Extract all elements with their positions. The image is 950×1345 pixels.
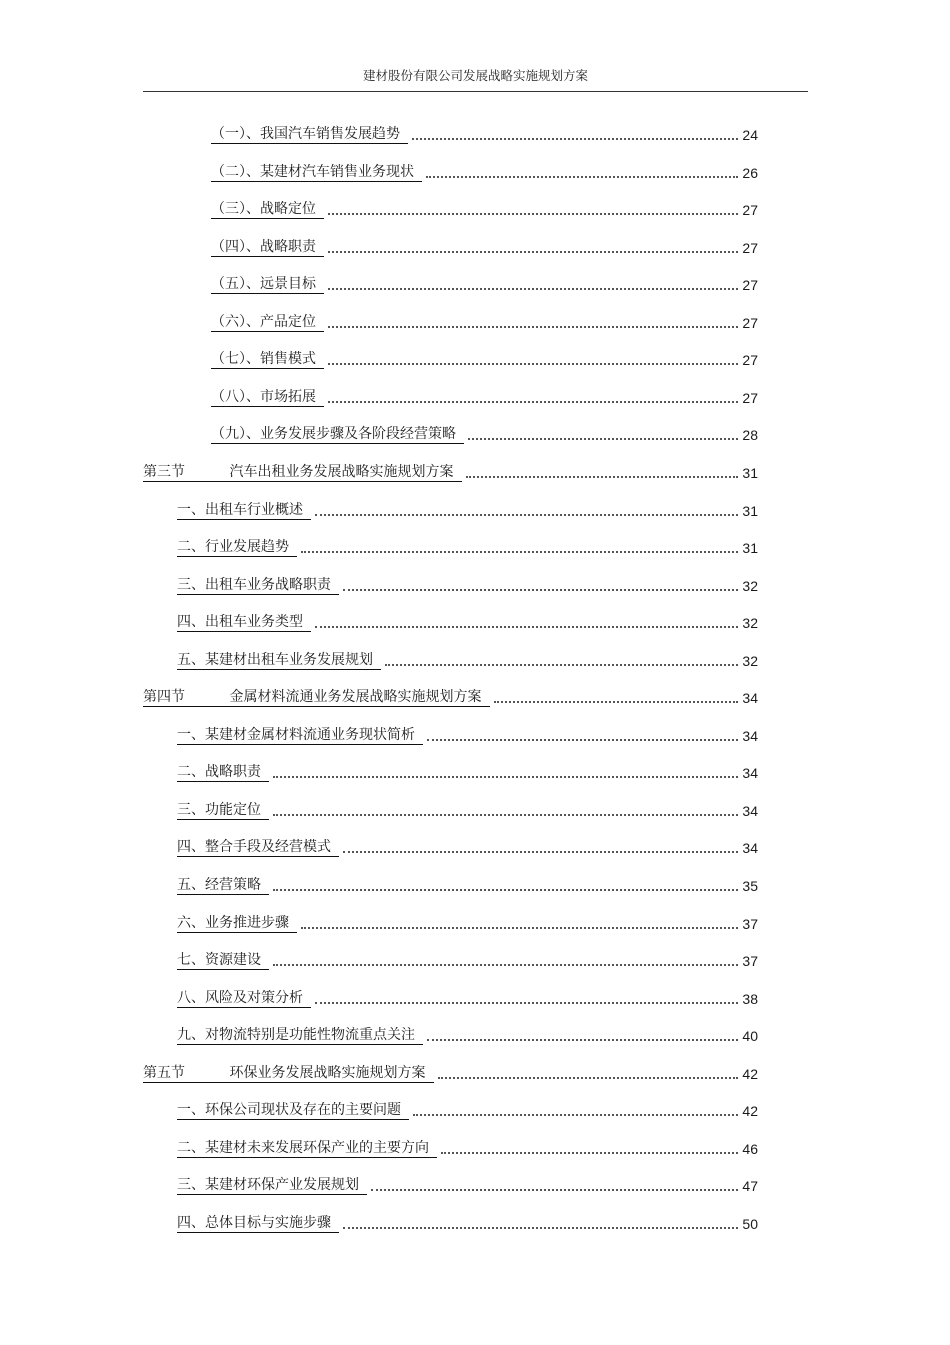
toc-entry[interactable] [177,800,758,820]
toc-dot-leader [385,664,738,666]
toc-entry-page-number: 34 [742,840,758,856]
toc-entry-page-number: 34 [742,728,758,744]
toc-dot-leader [273,814,738,816]
toc-entry[interactable] [177,575,758,595]
toc-entry-page-number: 46 [742,1141,758,1157]
toc-entry-page-number: 34 [742,765,758,781]
toc-entry-page-number: 24 [742,127,758,143]
toc-entry-title: 五、某建材出租车业务发展规划 [177,651,381,670]
toc-dot-leader [343,851,738,853]
toc-entry-title: 一、某建材金属材料流通业务现状简析 [177,726,423,745]
toc-entry-page-number: 27 [742,240,758,256]
toc-entry-title: （二）、某建材汽车销售业务现状 [211,163,422,182]
toc-entry[interactable] [177,612,758,632]
toc-entry-title: （一）、我国汽车销售发展趋势 [211,125,408,144]
header-divider [143,91,808,92]
toc-entry-title: 二、某建材未来发展环保产业的主要方向 [177,1139,437,1158]
toc-entry[interactable] [177,913,758,933]
toc-entry-page-number: 40 [742,1028,758,1044]
toc-dot-leader [371,1189,738,1191]
toc-entry-page-number: 34 [742,803,758,819]
toc-dot-leader [438,1077,739,1079]
toc-entry-page-number: 28 [742,427,758,443]
toc-entry[interactable] [177,1213,758,1233]
toc-entry-title: 四、总体目标与实施步骤 [177,1214,339,1233]
toc-dot-leader [273,776,738,778]
toc-entry-title: 三、出租车业务战略职责 [177,576,339,595]
toc-entry-title: （六）、产品定位 [211,313,324,332]
toc-entry[interactable] [143,687,758,707]
toc-entry[interactable] [211,274,758,294]
toc-entry-page-number: 32 [742,653,758,669]
toc-dot-leader [426,176,738,178]
toc-dot-leader [328,213,738,215]
toc-entry[interactable] [211,124,758,144]
toc-entry-title: （五）、远景目标 [211,275,324,294]
toc-dot-leader [343,589,738,591]
toc-entry-page-number: 27 [742,390,758,406]
toc-entry-page-number: 35 [742,878,758,894]
page-header-title: 建材股份有限公司发展战略实施规划方案 [362,68,588,83]
toc-dot-leader [427,739,738,741]
toc-entry-title: 八、风险及对策分析 [177,989,311,1008]
toc-entry-title: 一、环保公司现状及存在的主要问题 [177,1101,409,1120]
toc-entry-title: （三）、战略定位 [211,200,324,219]
toc-entry-page-number: 32 [742,615,758,631]
toc-entry[interactable] [177,762,758,782]
toc-entry-page-number: 34 [742,690,758,706]
toc-entry-title: 二、战略职责 [177,763,269,782]
toc-entry-page-number: 50 [742,1216,758,1232]
toc-entry-title: 四、出租车业务类型 [177,613,311,632]
toc-entry-title: 三、某建材环保产业发展规划 [177,1176,367,1195]
toc-entry[interactable] [211,387,758,407]
toc-entry[interactable] [177,1100,758,1120]
toc-dot-leader [494,701,739,703]
toc-entry[interactable] [177,1175,758,1195]
toc-dot-leader [343,1227,738,1229]
toc-entry[interactable] [177,1025,758,1045]
toc-entry-page-number: 27 [742,202,758,218]
toc-entry-page-number: 31 [742,503,758,519]
toc-dot-leader [328,363,738,365]
toc-entry-page-number: 37 [742,953,758,969]
toc-entry[interactable] [177,950,758,970]
toc-entry-page-number: 31 [742,465,758,481]
toc-entry-page-number: 31 [742,540,758,556]
toc-entry-title: 第三节 汽车出租业务发展战略实施规划方案 [143,463,462,482]
toc-dot-leader [412,138,738,140]
toc-dot-leader [315,514,738,516]
toc-entry[interactable] [211,312,758,332]
toc-entry[interactable] [211,424,758,444]
toc-entry[interactable] [177,988,758,1008]
toc-entry-title: 第五节 环保业务发展战略实施规划方案 [143,1064,434,1083]
toc-entry-page-number: 42 [742,1066,758,1082]
toc-entry[interactable] [143,1063,758,1083]
toc-entry-page-number: 27 [742,277,758,293]
toc-entry-title: 一、出租车行业概述 [177,501,311,520]
toc-entry-title: （九）、业务发展步骤及各阶段经营策略 [211,425,464,444]
toc-entry-title: （七）、销售模式 [211,350,324,369]
toc-entry-title: 六、业务推进步骤 [177,914,297,933]
toc-dot-leader [315,1002,738,1004]
toc-entry-page-number: 27 [742,352,758,368]
toc-entry-title: 二、行业发展趋势 [177,538,297,557]
toc-entry-title: 九、对物流特别是功能性物流重点关注 [177,1026,423,1045]
toc-entry[interactable] [177,1138,758,1158]
toc-entry[interactable] [211,237,758,257]
toc-entry[interactable] [211,349,758,369]
toc-entry[interactable] [211,162,758,182]
toc-dot-leader [466,476,739,478]
toc-entry[interactable] [177,650,758,670]
toc-entry-page-number: 37 [742,916,758,932]
toc-dot-leader [301,551,738,553]
toc-entry-title: 五、经营策略 [177,876,269,895]
toc-entry[interactable] [177,837,758,857]
toc-dot-leader [273,964,738,966]
toc-dot-leader [328,401,738,403]
toc-entry-title: 七、资源建设 [177,951,269,970]
toc-entry-title: 三、功能定位 [177,801,269,820]
toc-dot-leader [468,438,738,440]
toc-dot-leader [328,326,738,328]
toc-entry-title: （八）、市场拓展 [211,388,324,407]
toc-entry-page-number: 26 [742,165,758,181]
toc-dot-leader [273,889,738,891]
toc-entry-title: 第四节 金属材料流通业务发展战略实施规划方案 [143,688,490,707]
toc-dot-leader [441,1152,738,1154]
toc-entry-title: （四）、战略职责 [211,238,324,257]
toc-entry[interactable] [177,875,758,895]
toc-entry-page-number: 38 [742,991,758,1007]
toc-entry-page-number: 47 [742,1178,758,1194]
toc-entry[interactable] [143,462,758,482]
toc-entry[interactable] [177,537,758,557]
toc-entry-page-number: 27 [742,315,758,331]
toc-dot-leader [413,1114,738,1116]
toc-dot-leader [328,288,738,290]
toc-dot-leader [328,251,738,253]
toc-entry[interactable] [211,199,758,219]
toc-dot-leader [427,1039,738,1041]
toc-dot-leader [301,927,738,929]
toc-entry-title: 四、整合手段及经营模式 [177,838,339,857]
toc-entry-page-number: 32 [742,578,758,594]
toc-dot-leader [315,626,738,628]
toc-entry[interactable] [177,500,758,520]
toc-entry-page-number: 42 [742,1103,758,1119]
toc-entry[interactable] [177,725,758,745]
